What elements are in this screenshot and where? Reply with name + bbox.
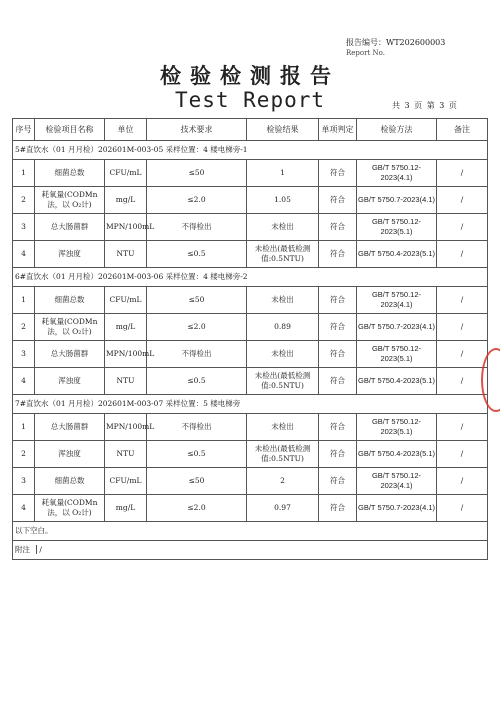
table-row [13,314,488,341]
table-row [13,468,488,495]
remarks-cell [13,541,488,560]
col-header-method: 检验方法 [357,119,437,141]
col-header-remark: 备注 [437,119,488,141]
table-row [13,287,488,314]
cell-result: 未检出(最低检测值:0.5NTU) [247,441,319,468]
cell-result: 1 [247,160,319,187]
cell-item-name: 总大肠菌群 [35,214,105,241]
cell-method: GB/T 5750.12-2023(4.1) [357,287,437,314]
cell-judgement: 符合 [319,368,357,395]
section-title: 5#直饮水（01 月月检）202601M-003-05 采样位置：4 楼电梯旁-1 [13,141,488,160]
cell-unit: CFU/mL [105,160,147,187]
cell-result: 未检出 [247,287,319,314]
cell-unit: CFU/mL [105,287,147,314]
cell-row-no: 3 [13,468,35,495]
cell-method: GB/T 5750.7-2023(4.1) [357,314,437,341]
cell-remark: / [437,214,488,241]
cell-judgement: 符合 [319,414,357,441]
cell-unit: NTU [105,241,147,268]
cell-method: GB/T 5750.4-2023(5.1) [357,241,437,268]
table-row [13,241,488,268]
cell-row-no: 4 [13,241,35,268]
cell-remark: / [437,287,488,314]
cell-method: GB/T 5750.4-2023(5.1) [357,441,437,468]
cell-unit: MPN/100mL [105,341,147,368]
report-number-label: 报告编号：WT202600003 [346,38,446,47]
cell-judgement: 符合 [319,187,357,214]
cell-remark: / [437,241,488,268]
cell-requirement: ≤2.0 [147,495,247,522]
cell-result: 0.97 [247,495,319,522]
cell-row-no: 2 [13,187,35,214]
cell-unit: MPN/100mL [105,214,147,241]
cell-item-name: 浑浊度 [35,368,105,395]
cell-judgement: 符合 [319,341,357,368]
cell-requirement: ≤0.5 [147,441,247,468]
cell-result: 1.05 [247,187,319,214]
cell-judgement: 符合 [319,287,357,314]
remarks-value: / [36,545,42,554]
cell-unit: CFU/mL [105,468,147,495]
table-row [13,414,488,441]
report-title-en: Test Report [174,88,326,112]
remarks-label: 附注 [15,545,30,554]
cell-remark: / [437,314,488,341]
cell-remark: / [437,441,488,468]
cell-requirement: ≤50 [147,160,247,187]
cell-requirement: ≤50 [147,287,247,314]
table-row [13,187,488,214]
cell-unit: NTU [105,441,147,468]
cell-row-no: 3 [13,214,35,241]
cell-remark: / [437,160,488,187]
cell-method: GB/T 5750.12-2023(5.1) [357,341,437,368]
section-title: 7#直饮水（01 月月检）202601M-003-07 采样位置：5 楼电梯旁 [13,395,488,414]
cell-remark: / [437,495,488,522]
cell-item-name: 耗氧量(CODMn 法，以 O₂计) [35,314,105,341]
cell-item-name: 总大肠菌群 [35,414,105,441]
section-title: 6#直饮水（01 月月检）202601M-003-06 采样位置：4 楼电梯旁-2 [13,268,488,287]
cell-judgement: 符合 [319,314,357,341]
cell-judgement: 符合 [319,160,357,187]
cell-requirement: ≤0.5 [147,241,247,268]
cell-item-name: 耗氧量(CODMn 法，以 O₂计) [35,495,105,522]
cell-result: 0.89 [247,314,319,341]
col-header-judgement: 单项判定 [319,119,357,141]
cell-remark: / [437,341,488,368]
cell-row-no: 4 [13,495,35,522]
cell-remark: / [437,468,488,495]
table-row [13,441,488,468]
cell-method: GB/T 5750.12-2023(5.1) [357,214,437,241]
cell-unit: mg/L [105,495,147,522]
cell-judgement: 符合 [319,214,357,241]
cell-item-name: 细菌总数 [35,287,105,314]
cell-method: GB/T 5750.12-2023(4.1) [357,160,437,187]
blank-note-row [13,522,488,541]
cell-result: 未检出(最低检测值:0.5NTU) [247,368,319,395]
table-row [13,214,488,241]
cell-judgement: 符合 [319,441,357,468]
cell-method: GB/T 5750.7-2023(4.1) [357,187,437,214]
table-header-row [13,119,488,141]
cell-requirement: ≤50 [147,468,247,495]
results-table [12,118,488,560]
cell-unit: NTU [105,368,147,395]
report-title-zh: 检验检测报告 [160,63,340,88]
cell-unit: mg/L [105,314,147,341]
cell-unit: MPN/100mL [105,414,147,441]
cell-result: 未检出 [247,214,319,241]
table-row [13,368,488,395]
cell-item-name: 细菌总数 [35,468,105,495]
cell-requirement: 不得检出 [147,414,247,441]
cell-row-no: 2 [13,314,35,341]
cell-remark: / [437,414,488,441]
section-header-row [13,141,488,160]
cell-method: GB/T 5750.12-2023(4.1) [357,468,437,495]
cell-item-name: 浑浊度 [35,441,105,468]
section-header-row [13,268,488,287]
remarks-row [13,541,488,560]
cell-result: 未检出(最低检测值:0.5NTU) [247,241,319,268]
results-table-body [13,141,488,522]
page-indicator: 共 3 页 第 3 页 [392,101,458,110]
cell-row-no: 1 [13,414,35,441]
cell-row-no: 4 [13,368,35,395]
cell-method: GB/T 5750.4-2023(5.1) [357,368,437,395]
cell-judgement: 符合 [319,468,357,495]
table-row [13,341,488,368]
cell-row-no: 2 [13,441,35,468]
col-header-requirement: 技术要求 [147,119,247,141]
col-header-no: 序号 [13,119,35,141]
cell-item-name: 总大肠菌群 [35,341,105,368]
cell-result: 2 [247,468,319,495]
section-header-row [13,395,488,414]
cell-result: 未检出 [247,414,319,441]
cell-row-no: 3 [13,341,35,368]
cell-requirement: ≤2.0 [147,314,247,341]
cell-method: GB/T 5750.12-2023(5.1) [357,414,437,441]
col-header-unit: 单位 [105,119,147,141]
cell-unit: mg/L [105,187,147,214]
report-number-en-label: Report No. [346,49,385,57]
cell-judgement: 符合 [319,495,357,522]
cell-item-name: 耗氧量(CODMn 法，以 O₂计) [35,187,105,214]
col-header-item: 检验项目名称 [35,119,105,141]
cell-remark: / [437,187,488,214]
cell-judgement: 符合 [319,241,357,268]
cell-row-no: 1 [13,160,35,187]
cell-item-name: 细菌总数 [35,160,105,187]
cell-requirement: ≤0.5 [147,368,247,395]
cell-method: GB/T 5750.7-2023(4.1) [357,495,437,522]
report-number [346,38,445,58]
cell-item-name: 浑浊度 [35,241,105,268]
cell-remark: / [437,368,488,395]
cell-row-no: 1 [13,287,35,314]
cell-requirement: 不得检出 [147,341,247,368]
cell-requirement: 不得检出 [147,214,247,241]
cell-requirement: ≤2.0 [147,187,247,214]
table-row [13,495,488,522]
table-row [13,160,488,187]
cell-result: 未检出 [247,341,319,368]
col-header-result: 检验结果 [247,119,319,141]
blank-note: 以下空白。 [13,522,488,541]
